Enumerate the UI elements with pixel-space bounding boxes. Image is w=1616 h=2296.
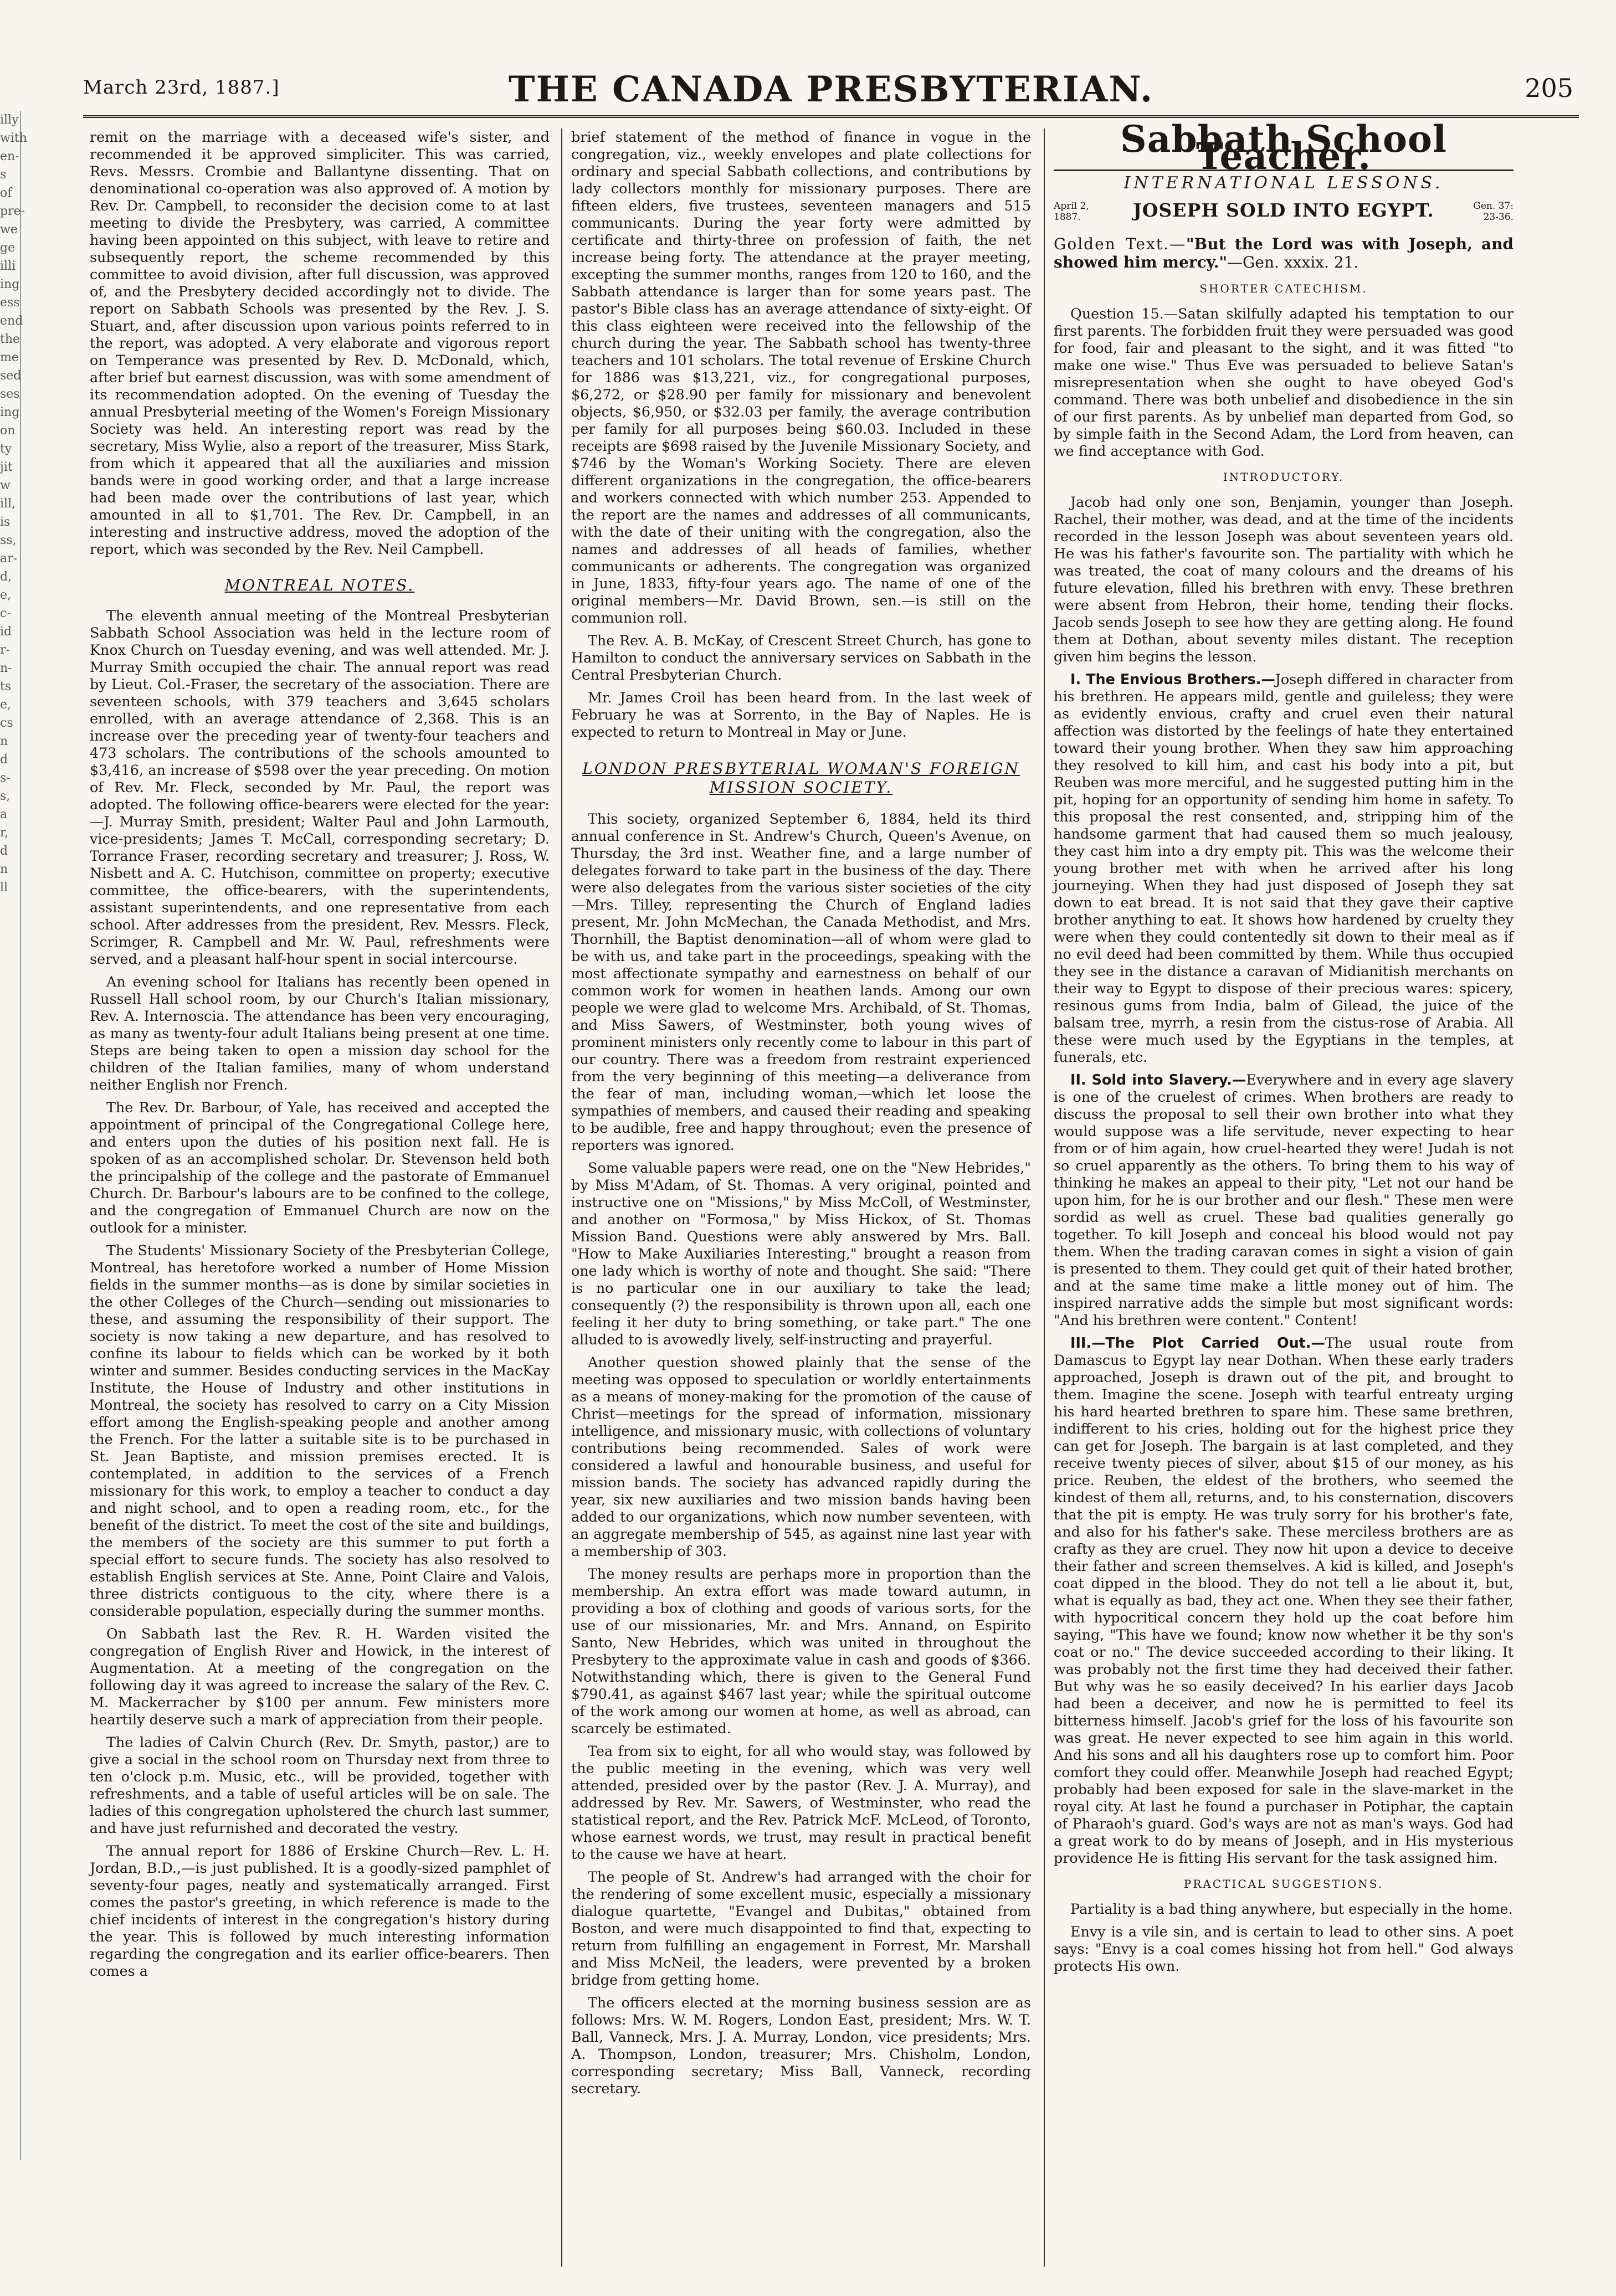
margin-fragment: the (0, 332, 20, 346)
lesson-scripture-ref (1473, 201, 1514, 223)
shorter-catechism-heading: SHORTER CATECHISM. (1199, 282, 1368, 295)
margin-fragment: ing (0, 278, 20, 291)
paragraph: The Rev. Dr. Barbour, of Yale, has received and accepted the appointment of principal of the Congregational College here, and enters upon the duties of his position next fall. He is spoken of as an accomplished scholar. Dr. Stevenson held both the principalship of the college and the pastorate of Emmanuel Church. Dr. Barbour's labours are to be confined to the college, and the congregation of Emmanuel Church are now on the outlook for a minister. (90, 1099, 550, 1236)
paragraph: Partiality is a bad thing anywhere, but especially in the home. (1070, 1901, 1513, 1917)
paragraph (1054, 1071, 1514, 1329)
paragraph: remit on the marriage with a deceased wife's sister, and recommended it be approved simpliciter. This was carried, Revs. Messrs. Crombie and Ballantyne dissenting. That on denominational co-operation was also approved of. A motion by Rev. Dr. Campbell, to reconsider the decision come to at last meeting to divide the Presbytery, was carried, A committee having been appointed on this subject, with leave to retire and subsequently report, the scheme recommended by this committee to avoid division, after full discussion, was approved of, and the Presbytery decided accordingly not to divide. The report on Sabbath Schools was presented by the Rev. J. S. Stuart, and, after discussion upon various points referred to in the report, was adopted. A very elaborate and vigorous report on Temperance was presented by Rev. D. McDonald, which, after brief but earnest discussion, was with some amendment of its recommendation adopted. On the evening of Tuesday the annual Presbyterial meeting of the Women's Foreign Missionary Society was held. An interesting report was read by the secretary, Miss Wylie, also a report of the treasurer, Miss Stark, from which it appeared that all the auxiliaries and mission bands were in good working order, and that a large increase had been made over the contributions of last year, which amounted in all to $1,701. The Rev. Dr. Campbell, in an interesting and instructive address, moved the adoption of the report, which was seconded by the Rev. Neil Campbell. (90, 129, 550, 557)
margin-fragment: w (0, 479, 11, 492)
lesson-date-line: April 2, (1054, 201, 1089, 212)
margin-fragment: ge (0, 241, 16, 255)
paragraph: The Rev. A. B. McKay, of Crescent Street Church, has gone to Hamilton to conduct the anniversary services on Sabbath in the Central Presbyterian Church. (571, 632, 1031, 683)
paragraph: The money results are perhaps more in proportion than the membership. An extra effort was made toward autumn, in providing a box of clothing and goods of various sorts, for the use of our missionaries, Mr. and Mrs. Annand, on Espirito Santo, New Hebrides, which was united in throughout the Presbytery to the approximate value in cash and goods of $366. Notwithstanding which, there is given to the General Fund $790.41, as against $467 last year; while the spiritual outcome of the work among our women at home, as well as abroad, can scarcely be estimated. (571, 1565, 1031, 1737)
margin-fragment: we (0, 223, 18, 237)
golden-text (1054, 235, 1514, 271)
paragraph: Another question showed plainly that the sense of the meeting was opposed to speculation or worldly entertainments as a means of money-making for the promotion of the cause of Christ—meetings for the spread of information, missionary intelligence, and missionary music, with collections of voluntary contributions being recommended. Sales of work were considered a lawful and honourable business, and useful for mission bands. The society has advanced rapidly during the year, six new auxiliaries and two mission bands having been added to our organizations, which now number seventeen, with an aggregate membership of 545, as against nine last year with a membership of 303. (571, 1354, 1031, 1559)
margin-fragment: ll (0, 881, 8, 895)
margin-fragment: s, (0, 789, 11, 803)
page-header (83, 65, 1579, 118)
column-rule (1044, 129, 1045, 2267)
margin-fragment: ses (0, 387, 20, 401)
margin-fragment: ar- (0, 552, 18, 566)
margin-fragment: on (0, 424, 16, 438)
margin-fragment: d (0, 753, 8, 767)
paragraph (1054, 1334, 1514, 1867)
margin-fragment: illi (0, 259, 16, 273)
margin-fragment: c- (0, 607, 11, 620)
lesson-title: JOSEPH SOLD INTO EGYPT. (1133, 199, 1434, 221)
margin-fragment: jit (0, 460, 13, 474)
margin-fragment: s- (0, 771, 11, 785)
paragraph: The ladies of Calvin Church (Rev. Dr. Smyth, pastor,) are to give a social in the school room on Thursday next from three to ten o'clock p.m. Music, etc., will be provided, together with refreshments, and a table of useful articles will be on sale. The ladies of this congregation upholstered the church last summer, and have just refurnished and decorated the vestry. (90, 1734, 550, 1836)
margin-fragment: illy (0, 113, 19, 127)
left-margin-fragments (0, 111, 27, 2160)
point-heading: II. Sold into Slavery.— (1070, 1071, 1246, 1088)
lesson-heading (1054, 198, 1514, 230)
page-number: 205 (1525, 73, 1573, 103)
paragraph: Jacob had only one son, Benjamin, younger than Joseph. Rachel, their mother, was dead, and at the time of the incidents recorded in the lesson Joseph was about seventeen years old. He was his father's favourite son. The partiality with which he was treated, the coat of many colours and the dreams of his future elevation, filled his brethren with envy. These brethren were absent from Hebron, their home, tending their flocks. Jacob sends Joseph to see how they are getting along. He found them at Dothan, about seventy miles distant. The reception given him begins the lesson. (1054, 494, 1514, 665)
scripture-ref-line: Gen. 37: (1473, 201, 1514, 212)
newspaper-title: THE CANADA PRESBYTERIAN. (508, 69, 1154, 110)
margin-fragment: ty (0, 442, 12, 456)
paragraph: Question 15.—Satan skilfully adapted his temptation to our first parents. The forbidden fruit they were persuaded was good for food, fair and pleasant to the sight, and it was fitted "to make one wise." Thus Eve was persuaded to believe Satan's misrepresentation when she ought to have obeyed God's command. There was both unbelief and disobedience in the sin of our first parents. As by unbelief man departed from God, so by simple faith in the Second Adam, the Lord from heaven, can we find acceptance with God. (1054, 305, 1514, 459)
paragraph: The eleventh annual meeting of the Montreal Presbyterian Sabbath School Association was held in the lecture room of Knox Church on Tuesday evening, and was well attended. Mr. J. Murray Smith occupied the chair. The annual report was read by Lieut. Col.-Fraser, the secretary of the association. There are seventeen schools, with 379 teachers and 3,645 scholars enrolled, with an average attendance of 2,368. This is an increase over the preceding year of twenty-four teachers and 473 scholars. The contributions of the schools amounted to $3,416, an increase of $598 over the year preceding. On motion of Rev. Mr. Fleck, seconded by Mr. Paul, the report was adopted. The following office-bearers were elected for the year:—J. Murray Smith, president; Walter Paul and John Larmouth, vice-presidents; James T. McCall, corresponding secretary; D. Torrance Fraser, recording secretary and treasurer; J. Ross, W. Nisbett and A. C. Hutchison, committee on property; executive committee, the office-bearers, with the superintendents, assistant superintendents, and one representative from each school. After addresses from the president, Rev. Messrs. Fleck, Scrimger, R. Campbell and Mr. W. Paul, refreshments were served, and a pleasant half-hour spent in social intercourse. (90, 607, 550, 967)
paragraph: On Sabbath last the Rev. R. H. Warden visited the congregation of English River and Howick, in the interest of Augmentation. At a meeting of the congregation on the following day it was agreed to increase the salary of the Rev. C. M. Mackerracher by $100 per annum. Few ministers more heartily deserve such a mark of appreciation from their people. (90, 1625, 550, 1728)
paragraph: The Students' Missionary Society of the Presbyterian College, Montreal, has heretofore worked a number of Home Mission fields in the summer months—as is done by similar societies in the other Colleges of the Church—sending out missionaries to these, and assuming the responsibility of their support. The society is now taking a new departure, and has resolved to confine its labour to fields which can be worked by it both winter and summer. Besides conducting services in the MacKay Institute, the House of Industry and other institutions in Montreal, the society has resolved to carry on a City Mission effort among the English-speaking people and another among the French. For the latter a suitable site is to be purchased in St. Jean Baptiste, and mission premises erected. It is contemplated, in addition to the services of a French missionary for this work, to employ a teacher to conduct a day and night school, and to open a reading room, etc., for the benefit of the district. To meet the cost of the site and buildings, the members of the society are this summer to put forth a special effort to secure funds. The society has also resolved to establish English services at Ste. Anne, Point Claire and Valois, three districts contiguous to the city, where there is a considerable population, especially during the summer months. (90, 1242, 550, 1619)
margin-fragment: end (0, 314, 23, 328)
margin-fragment: e, (0, 588, 12, 602)
paragraph: The annual report for 1886 of Erskine Church—Rev. L. H. Jordan, B.D.,—is just published. It is a goodly-sized pamphlet of seventy-four pages, neatly and systematically arranged. First comes the pastor's greeting, in which reference is made to the chief incidents of interest in the congregation's history during the year. This is followed by much interesting information regarding the congregation and its earlier office-bearers. Then comes a (90, 1842, 550, 1979)
margin-fragment: r- (0, 643, 10, 657)
golden-text-label: Golden Text.— (1054, 235, 1186, 253)
issue-date: March 23rd, 1887.] (83, 76, 280, 99)
margin-fragment: id (0, 625, 12, 639)
scripture-ref-line: 23-36. (1483, 212, 1514, 223)
margin-fragment: a (0, 808, 8, 821)
point-text: The usual route from Damascus to Egypt lay near Dothan. When these early traders approached, Joseph is drawn out of the pit, and brought to them. Imagine the scene. Joseph with tearful entreaty urging his hard hearted brethren to spare him. These same brethren, indifferent to his cries, holding out for the highest price they can get for Joseph. The bargain is at last completed, and they receive twenty pieces of silver, about $15 of our money, as his price. Reuben, the eldest of the brothers, who seemed the kindest of them all, returns, and, to his consternation, discovers that the pit is empty. He was truly sorry for his brother's fate, and also for his father's sake. These merciless brothers are as crafty as they are cruel. They now hit upon a device to deceive their father and screen themselves. A kid is killed, and Joseph's coat dipped in the blood. They do not tell a lie about it, but, what is equally as bad, they act one. When they see their father, with hypocritical concern they hold up the coat before him saying, "This have we found; know now whether it be thy son's coat or no." The device succeeded according to their liking. It was probably not the first time they had deceived their father. But why was he so easily deceived? In his earlier days Jacob had been a deceiver, and now he is permitted to feel its bitterness himself. Jacob's grief for the loss of his favourite son was great. He never expected to see him again in this world. And his sons and all his daughters rose up to comfort him. Poor comfort they could offer. Meanwhile Joseph had reached Egypt; probably had been exposed for sale in the slave-market in the royal city. At last he found a purchaser in Potiphar, the captain of Pharaoh's guard. God's ways are not as man's ways. God had a great work to do by means of Joseph, and in His mysterious providence He is fitting His servant for the task assigned him. (1054, 1334, 1514, 1866)
paragraph: brief statement of the method of finance in vogue in the congregation, viz., weekly envelopes and plate collections for ordinary and special Sabbath collections, and contributions by lady collectors monthly for missionary purposes. There are fifteen elders, five trustees, seventeen managers and 515 communicants. During the year forty were admitted by certificate and thirty-three on profession of faith, the net increase being forty. The attendance at the prayer meeting, excepting the summer months, ranges from 120 to 160, and the Sabbath attendance is larger than for some years past. The pastor's Bible class has an average attendance of sixty-eight. Of this class eighteen were received into the fellowship of the church during the year. The Sabbath school has twenty-three teachers and 101 scholars. The total revenue of Erskine Church for 1886 was $13,221, viz., for congregational purposes, $6,272, or $28.90 per family for missionary and benevolent objects, $6,950, or $32.03 per family, the average contribution per family for all purposes being $60.03. Included in these receipts are $698 raised by the Juvenile Missionary Society, and $746 by the Woman's Working Society. There are eleven different organizations in the congregation, the office-bearers and workers connected with which number 253. Appended to the report are the names and addresses of all communicants, with the date of their uniting with the congregation, also the names and addresses of all heads of families, whether communicants or adherents. The congregation was organized in June, 1833, fifty-four years ago. The name of one of the original members—Mr. David Brown, sen.—is still on the communion roll. (571, 129, 1031, 626)
point-heading: I. The Envious Brothers.— (1070, 671, 1275, 687)
margin-fragment: ts (0, 680, 12, 694)
margin-fragment: d, (0, 570, 12, 584)
golden-text-ref: —Gen. xxxix. 21. (1227, 253, 1359, 271)
margin-fragment: n (0, 734, 8, 748)
paragraph: Tea from six to eight, for all who would stay, was followed by the public meeting in the evening, which was very well attended, presided over by the pastor (Rev. J. A. Murray), and addressed by Rev. Mr. Sawers, of Westminster, who read the statistical report, and the Rev. Patrick McF. McLeod, of Toronto, whose earnest words, we trust, may result in practical benefit to the cause we have at heart. (571, 1743, 1031, 1862)
margin-fragment: d (0, 844, 8, 858)
point-text: Joseph differed in character from his brethren. He appears mild, gentle and guileless; they were as evidently envious, crafty and cruel even their natural affection was distorted by the feelings of hate they entertained toward their young brother. When they saw him approaching they resolved to kill him, and cast his body into a pit, but Reuben was more merciful, and he suggested putting him in the pit, hoping for an opportunity of sending him home in safety. To this proposal the rest consented, and, stripping him of the handsome garment that had caused them so much jealousy, they cast him into a dry empty pit. This was the welcome their young brother met with when he arrived after his long journeying. When they had just disposed of Joseph they sat down to eat bread. It is not said that they gave their captive brother anything to eat. It shows how hardened by cruelty they were when they could contentedly sit down to their meal as if no evil deed had been committed by them. While thus occupied they see in the distance a caravan of Midianitish merchants on their way to Egypt to dispose of their precious wares: spicery, resinous gums from India, balm of Gilead, the juice of the balsam tree, myrrh, a resin from the cistus-rose of Arabia. All these were much used by the Egyptians in the temples, at funerals, etc. (1054, 671, 1514, 1065)
international-lessons-subtitle: INTERNATIONAL LESSONS. (1123, 173, 1444, 193)
introductory-heading: INTRODUCTORY. (1223, 470, 1345, 484)
sabbath-school-teacher-title: Sabbath School Teacher. (1054, 131, 1514, 171)
column-3 (1054, 117, 1514, 2267)
margin-fragment: cs (0, 716, 13, 730)
margin-fragment: me (0, 351, 19, 364)
margin-fragment: ill, (0, 497, 16, 511)
section-heading-london-wfms: LONDON PRESBYTERIAL WOMAN'S FOREIGN MISSION SOCIETY. (582, 759, 1020, 797)
margin-fragment: en- (0, 150, 19, 163)
margin-fragment: sed (0, 369, 22, 383)
margin-fragment: pre- (0, 204, 25, 218)
paragraph: Mr. James Croil has been heard from. In the last week of February he was at Sorrento, in the Bay of Naples. He is expected to return to Montreal in May or June. (571, 689, 1031, 740)
point-text: Everywhere and in every age slavery is one of the cruelest of crimes. When brothers are ready to discuss the proposal to sell their own brother into what they would suppose was a life servitude, never expecting to hear from or of him again, how cruel-hearted they were! Judah is not so cruel apparently as the others. To bring them to his way of thinking he makes an appeal to their pity, "Let not our hand be upon him, for he is our brother and our flesh." These men were sordid as well as cruel. These bad qualities generally go together. To kill Joseph and conceal his blood would not pay them. When the trading caravan comes in sight a vision of gain is presented to them. They could get quit of their hated brother, and at the same time make a little money out of him. The inspired narrative adds the simple but most significant words: "And his brethren were content." Content! (1054, 1071, 1514, 1328)
point-heading: III.—The Plot Carried Out.— (1070, 1334, 1325, 1351)
margin-fragment: is (0, 515, 11, 529)
margin-fragment: ss, (0, 533, 17, 547)
paragraph: An evening school for Italians has recently been opened in Russell Hall school room, by our Church's Italian missionary, Rev. A. Internoscia. The attendance has been very encouraging, as many as twenty-four adult Italians being present at one time. Steps are being taken to open a mission day school for the children of the Italian families, many of whom understand neither English nor French. (90, 973, 550, 1093)
practical-suggestions-heading: PRACTICAL SUGGESTIONS. (1183, 1877, 1384, 1891)
golden-text-verse: "But the Lord was with Joseph, and showed him mercy." (1054, 235, 1514, 271)
column-2 (571, 129, 1031, 2267)
section-heading-montreal-notes: MONTREAL NOTES. (224, 576, 415, 594)
paragraph: Envy is a vile sin, and is certain to lead to other sins. A poet says: "Envy is a coal comes hissing hot from hell." God always protects His own. (1054, 1923, 1514, 1974)
margin-fragment: e, (0, 698, 12, 712)
margin-fragment: with (0, 131, 27, 145)
column-rule (561, 129, 562, 2267)
margin-fragment: n (0, 862, 8, 876)
margin-fragment: ing (0, 405, 20, 419)
paragraph: This society, organized September 6, 1884, held its third annual conference in St. Andrew's Church, Queen's Avenue, on Thursday, the 3rd inst. Weather fine, and a large number of delegates forward to take part in the business of the day. There were also delegates from the various sister societies of the city—Mrs. Tilley, representing the Church of England ladies present, Mr. John McMechan, the Canada Methodist, and Mrs. Thornhill, the Baptist denomination—all of whom were glad to be with us, and take part in the proceedings, speaking with the most affectionate sympathy and earnestness on behalf of our common work for women in heathen lands. Among our own people we were glad to welcome Mrs. Archibald, of St. Thomas, and Miss Sawers, of Westminster, both young wives of prominent ministers only recently come to labour in this part of our country. There was a freedom from restraint experienced from the very beginning of this meeting—a deliverance from the fear of man, including woman,—which let loose the sympathies of members, and caused their reading and speaking to be audible, free and happy throughout; even the presence of reporters was ignored. (571, 810, 1031, 1153)
margin-fragment: n- (0, 661, 12, 675)
paragraph: The officers elected at the morning business session are as follows: Mrs. W. M. Rogers, London East, president; Mrs. W. T. Ball, Vanneck, Mrs. J. A. Murray, London, vice presidents; Mrs. A. Thompson, London, treasurer; Mrs. Chisholm, London, corresponding secretary; Miss Ball, Vanneck, recording secretary. (571, 1994, 1031, 2097)
lesson-date-line: 1887. (1054, 212, 1081, 223)
column-1 (90, 129, 550, 2267)
paragraph (1054, 671, 1514, 1066)
margin-fragment: r, (0, 826, 9, 840)
paragraph: The people of St. Andrew's had arranged with the choir for the rendering of some excellent music, especially a missionary dialogue quartette, "Evangel and Dubitas," obtained from Boston, and were much disappointed to find that, expecting to return from fulfilling an engagement in Forrest, Mr. Marshall and Miss McNeil, the leaders, were prevented by a broken bridge from getting home. (571, 1868, 1031, 1988)
margin-fragment: s of (0, 168, 12, 200)
paragraph: Some valuable papers were read, one on the "New Hebrides," by Miss M'Adam, of St. Thomas. A very original, pointed and instructive one on "Missions," by Miss McColl, of Westminster, and another on "Formosa," by Miss Hickox, of St. Thomas Mission Band. Questions were ably answered by Mrs. Ball. "How to Make Auxiliaries Interesting," brought a reason from one lady which is worthy of note and thought. She said: "There is no particular one in our auxiliary to take the lead; consequently (?) the responsibility is thrown upon all, each one feeling it her duty to bring something, or take part." The one alluded to is avowedly lively, self-instructing and prayerful. (571, 1159, 1031, 1348)
margin-fragment: ess (0, 296, 20, 310)
